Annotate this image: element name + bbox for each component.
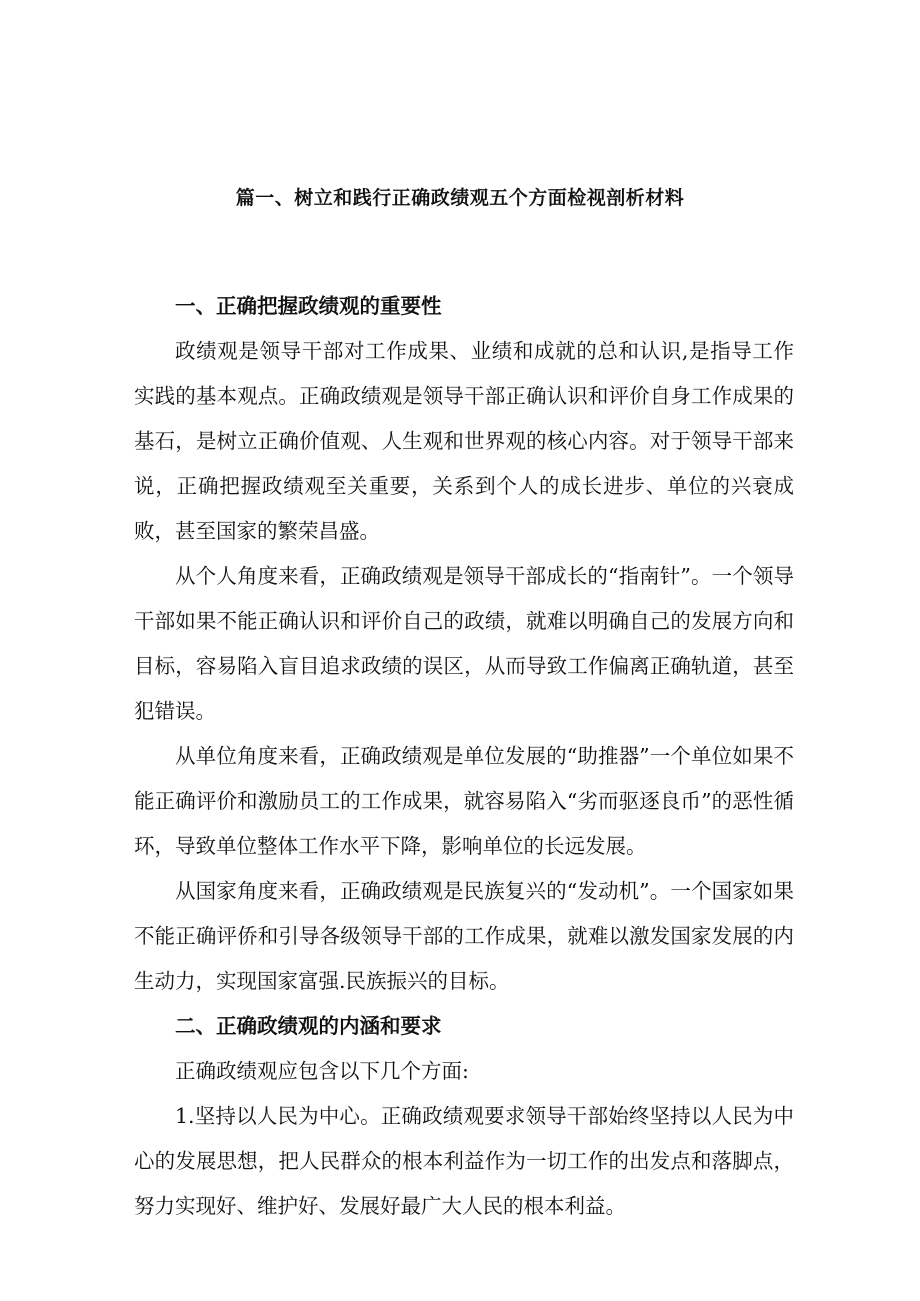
paragraph: 从个人角度来看，正确政绩观是领导干部成长的“指南针”。一个领导干部如果不能正确认识和评价自己的政绩，就难以明确自己的发展方向和目标，容易陷入盲目追求政绩的误区，从而导致工作偏离正确轨道，甚至犯错误。: [134, 564, 794, 723]
paragraph: 从单位角度来看，正确政绩观是单位发展的“助推器”一个单位如果不能正确评价和激励员工的工作成果，就容易陷入“劣而驱逐良币”的恶性循环，导致单位整体工作水平下降，影响单位的长远发展。: [134, 744, 794, 858]
document-body: [134, 284, 794, 1229]
paragraph: 1.坚持以人民为中心。正确政绩观要求领导干部始终坚持以人民为中心的发展思想，把人民群众的根本利益作为一切工作的出发点和落脚点，努力实现好、维护好、发展好最广大人民的根本利益。: [134, 1104, 794, 1218]
document-title: 篇一、树立和践行正确政绩观五个方面检视剖析材料: [235, 187, 685, 209]
section-heading: 一、正确把握政绩观的重要性: [175, 294, 442, 318]
paragraph: 正确政绩观应包含以下几个方面:: [175, 1059, 469, 1083]
paragraph: 政绩观是领导干部对工作成果、业绩和成就的总和认识,是指导工作实践的基本观点。正确政绩观是领导干部正确认识和评价自身工作成果的基石，是树立正确价值观、人生观和世界观的核心内容。对于领导干部来说，正确把握政绩观至关重要，关系到个人的成长进步、单位的兴衰成败，甚至国家的繁荣昌盛。: [134, 339, 794, 543]
paragraph: 从国家角度来看，正确政绩观是民族复兴的“发动机”。一个国家如果不能正确评侨和引导各级领导干部的工作成果，就难以激发国家发展的内生动力，实现国家富强.民族振兴的目标。: [134, 879, 794, 993]
section-heading: 二、正确政绩观的内涵和要求: [175, 1014, 442, 1038]
